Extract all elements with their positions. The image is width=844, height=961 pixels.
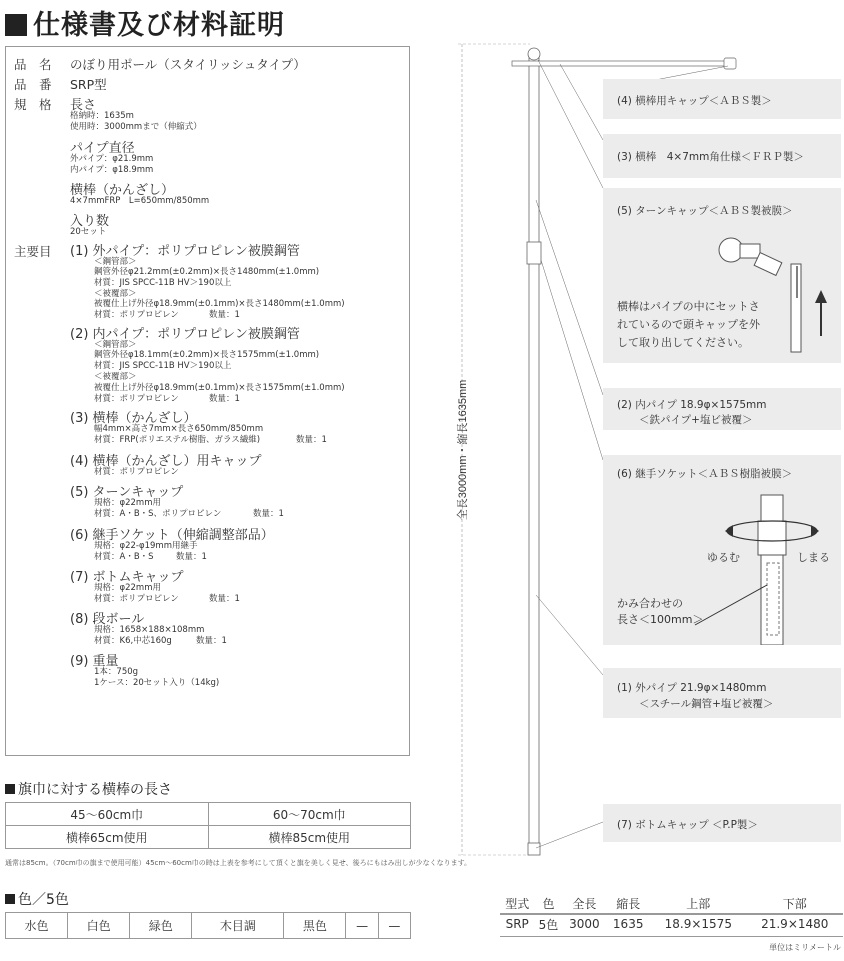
- item1-line: 被覆仕上げ外径φ18.9mm(±0.1mm)×長さ1480mm(±1.0mm): [94, 299, 345, 309]
- square-icon: [5, 894, 15, 904]
- item5-qty: 数量：1: [253, 509, 284, 519]
- callout-4: [603, 79, 841, 119]
- item2-head: (2) 内パイプ：ポリプロピレン被膜鋼管: [70, 327, 300, 342]
- item9-head: (9) 重量: [70, 654, 119, 669]
- standard-label: 規 格: [14, 97, 52, 112]
- table-cell: 横棒85cm使用: [208, 826, 411, 849]
- table-cell: 1635: [612, 917, 644, 931]
- color-section-title-text: 色／5色: [18, 892, 69, 908]
- model-table-divider: [500, 914, 843, 915]
- color-cell: 白色: [68, 913, 130, 939]
- callout-5-note: れているので頭キャップを外: [617, 318, 760, 331]
- table-header: 型式: [505, 896, 530, 911]
- item5-line: 材質：A・B・S、ポリプロピレン: [94, 509, 222, 519]
- turn-cap-shape: [528, 48, 540, 60]
- qty-value: 20セット: [70, 227, 107, 237]
- length-section-title: [5, 779, 172, 799]
- bottom-cap-shape: [528, 843, 540, 855]
- color-cell: 黒色: [284, 913, 346, 939]
- color-cell: —: [346, 913, 378, 939]
- table-row: [500, 893, 843, 914]
- item2-line: 鋼管外径φ18.1mm(±0.2mm)×長さ1575mm(±1.0mm): [94, 350, 320, 360]
- table-row: [500, 914, 843, 935]
- item7-head: (7) ボトムキャップ: [70, 570, 184, 585]
- number-label: 品 番: [14, 77, 52, 92]
- color-table: [5, 912, 411, 939]
- item6-head: (6) 継手ソケット（伸縮調整部品）: [70, 528, 274, 543]
- item9-line: 1本：750g: [94, 667, 139, 677]
- socket-shape: [527, 242, 541, 264]
- table-header: 縮長: [616, 896, 641, 911]
- length-head: 長さ: [70, 98, 97, 113]
- color-cell: 木目調: [192, 913, 284, 939]
- length-stored: 格納時：1635m: [70, 111, 134, 121]
- callout-5-text: (5) ターンキャップ＜ＡＢＳ製被膜＞: [617, 205, 793, 217]
- item9-line: 1ケース：20セット入り（14kg): [94, 678, 220, 688]
- tighten-label: しまる: [797, 551, 830, 564]
- qty-head: 入り数: [70, 214, 110, 229]
- item1-head: (1) 外パイプ：ポリプロピレン被膜鋼管: [70, 244, 300, 259]
- callout-3: [603, 134, 841, 178]
- item2-line: 材質：JIS SPCC-11B HV＞190以上: [94, 361, 232, 371]
- item1-line: 材質：ポリプロピレン: [94, 310, 179, 320]
- table-header: 色: [542, 896, 555, 911]
- callout-5: [603, 188, 841, 363]
- color-cell: 緑色: [130, 913, 192, 939]
- item6-line: 材質：A・B・S: [94, 552, 154, 562]
- item7-qty: 数量：1: [209, 594, 240, 604]
- cap-body-shape: [740, 244, 760, 258]
- pipe-outer: 外パイプ：φ21.9mm: [70, 154, 154, 164]
- item5-head: (5) ターンキャップ: [70, 485, 184, 500]
- item2-qty: 数量：1: [209, 394, 240, 404]
- socket-pipe-shape: [761, 495, 783, 645]
- square-icon: [5, 784, 15, 794]
- rotate-right-arrow-icon: [811, 525, 819, 537]
- color-section-title: [5, 889, 69, 909]
- callout-1: [603, 668, 841, 718]
- engage-label-1: かみ合わせの: [617, 597, 683, 610]
- item8-line: 材質：K6,中芯160g: [94, 636, 172, 646]
- table-row: [6, 826, 411, 849]
- length-note: 通常は85cm。（70cm巾の旗まで使用可能）45cm〜60cm巾の時は上表を参考にして頂くと旗を美しく見せ、後ろにもはみ出しが少なくなります。: [5, 859, 472, 867]
- item8-line: 規格：1658×188×108mm: [94, 625, 205, 635]
- items-label: 主要目: [14, 244, 52, 259]
- callout-4-text: (4) 横棒用キャップ＜ＡＢＳ製＞: [617, 95, 772, 107]
- leader-lines: [536, 60, 728, 848]
- callout-1-line2: ＜スチール鋼管+塩ビ被覆＞: [639, 698, 774, 710]
- unit-note: 単位はミリメートル: [769, 943, 841, 952]
- length-used: 使用時：3000mmまで（伸縮式）: [70, 122, 202, 132]
- rotate-left-arrow-icon: [725, 525, 733, 537]
- table-cell: SRP: [505, 917, 529, 931]
- pole-shape: [529, 58, 539, 848]
- length-section-title-text: 旗巾に対する横棒の長さ: [18, 782, 172, 798]
- page-title: [5, 3, 285, 42]
- item2-line: 被覆仕上げ外径φ18.9mm(±0.1mm)×長さ1575mm(±1.0mm): [94, 383, 345, 393]
- name-label: 品 名: [14, 57, 52, 72]
- loosen-label: ゆるむ: [707, 551, 740, 564]
- table-cell: 横棒65cm使用: [6, 826, 209, 849]
- socket-collar-shape: [758, 521, 786, 555]
- item8-head: (8) 段ボール: [70, 612, 145, 627]
- table-cell: 45〜60cm巾: [6, 803, 209, 826]
- engage-label-2: 長さ＜100mm＞: [617, 613, 704, 626]
- bar-cap-shape: [724, 58, 736, 69]
- color-cell: —: [378, 913, 410, 939]
- item1-line: ＜被覆部＞: [94, 289, 137, 299]
- table-cell: 5色: [538, 917, 559, 932]
- number-value: SRP型: [70, 77, 107, 92]
- item2-line: ＜被覆部＞: [94, 372, 137, 382]
- pipe-head: パイプ直径: [70, 141, 135, 156]
- item4-head: (4) 横棒（かんざし）用キャップ: [70, 454, 262, 469]
- callout-3-text: (3) 横棒 4×7mm角仕様＜ＦＲＰ製＞: [617, 151, 804, 163]
- item3-qty: 数量：1: [296, 435, 327, 445]
- callout-2: [603, 388, 841, 430]
- bar-head: 横棒（かんざし）: [70, 183, 175, 198]
- item7-line: 材質：ポリプロピレン: [94, 594, 179, 604]
- callout-7-text: (7) ボトムキャップ ＜P.P製＞: [617, 819, 758, 831]
- pipe-stub-shape: [791, 264, 801, 352]
- callout-6-text: (6) 継手ソケット＜ＡＢＳ樹脂被膜＞: [617, 468, 793, 480]
- pipe-inner: 内パイプ：φ18.9mm: [70, 165, 154, 175]
- item1-line: 鋼管外径φ21.2mm(±0.2mm)×長さ1480mm(±1.0mm): [94, 267, 320, 277]
- item6-line: 規格：φ22-φ19mm用継手: [94, 541, 198, 551]
- table-header: 全長: [572, 896, 597, 911]
- item8-qty: 数量：1: [196, 636, 227, 646]
- item6-qty: 数量：1: [176, 552, 207, 562]
- length-table: [5, 802, 411, 849]
- table-header: 上部: [686, 896, 711, 911]
- name-value: のぼり用ポール（スタイリッシュタイプ）: [70, 57, 306, 72]
- item1-qty: 数量：1: [209, 310, 240, 320]
- callout-6: [603, 455, 841, 645]
- item5-line: 規格：φ22mm用: [94, 498, 161, 508]
- table-cell: 3000: [569, 917, 600, 931]
- bar-value: 4×7mmFRP L=650mm/850mm: [70, 196, 210, 206]
- color-cell: 水色: [6, 913, 68, 939]
- item1-line: 材質：JIS SPCC-11B HV＞190以上: [94, 278, 232, 288]
- item3-line: 幅4mm×高さ7mm×長さ650mm/850mm: [94, 424, 264, 434]
- item1-line: ＜鋼管部＞: [94, 257, 137, 267]
- item3-line: 材質：FRP(ポリエステル樹脂、ガラス繊維): [94, 435, 261, 445]
- callout-2-line2: ＜鉄パイプ+塩ビ被覆＞: [639, 414, 753, 426]
- item2-line: 材質：ポリプロピレン: [94, 394, 179, 404]
- callout-5-note: して取り出してください。: [617, 336, 749, 349]
- engage-leader-line: [695, 585, 767, 625]
- table-cell: 18.9×1575: [664, 917, 732, 931]
- model-table-bottom: [500, 936, 843, 937]
- horizontal-bar-shape: [512, 61, 732, 66]
- table-cell: 60〜70cm巾: [208, 803, 411, 826]
- spec-box: [5, 46, 410, 756]
- table-row: [6, 803, 411, 826]
- item4-line: 材質：ポリプロピレン: [94, 467, 179, 477]
- page-title-text: 仕様書及び材料証明: [33, 10, 285, 41]
- table-cell: 21.9×1480: [761, 917, 829, 931]
- table-header: 下部: [782, 896, 807, 911]
- callout-7: [603, 804, 841, 842]
- title-square-icon: [5, 14, 27, 36]
- up-arrow-icon: [815, 290, 827, 303]
- callout-5-note: 横棒はパイプの中にセットさ: [617, 300, 760, 313]
- callout-2-line1: (2) 内パイプ 18.9φ×1575mm: [617, 399, 767, 411]
- table-row: [6, 913, 411, 939]
- cap-stem-shape: [754, 253, 782, 276]
- dimension-text: 全長3000mm・縮長1635mm: [457, 379, 469, 521]
- item7-line: 規格：φ22mm用: [94, 583, 161, 593]
- item3-head: (3) 横棒（かんざし）: [70, 411, 197, 426]
- callout-1-line1: (1) 外パイプ 21.9φ×1480mm: [617, 682, 767, 694]
- item2-line: ＜鋼管部＞: [94, 340, 137, 350]
- cap-knob-shape: [719, 238, 743, 262]
